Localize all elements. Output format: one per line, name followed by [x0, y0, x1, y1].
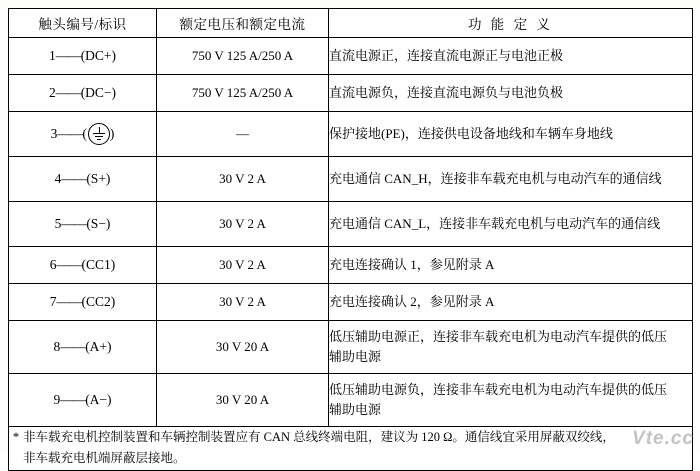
pin-dash: —— [57, 126, 83, 141]
footnote-cell [9, 427, 693, 471]
function-line-1: 低压辅助电源负，连接非车载充电机为电动汽车提供的低压 [329, 381, 668, 397]
table-body [9, 38, 693, 471]
function-cell [329, 284, 693, 321]
pin-dash: —— [61, 216, 87, 231]
rating-cell: 750 V 125 A/250 A [157, 38, 329, 75]
pin-label: (S+) [86, 171, 111, 186]
pin-dash: —— [56, 294, 82, 309]
pin-cell [9, 284, 157, 321]
pin-definition-table [8, 8, 693, 471]
rating-cell: 30 V 20 A [157, 374, 329, 427]
pin-cell [9, 247, 157, 284]
function-line-1: 充电连接确认 2，参见附录 A [329, 293, 495, 309]
table-row [9, 157, 693, 202]
pin-label: (DC+) [80, 48, 117, 63]
pin-label: (S−) [86, 216, 111, 231]
pin-number: 7 [49, 294, 57, 309]
pin-number: 8 [53, 339, 61, 354]
table-row [9, 284, 693, 321]
pin-cell [9, 157, 157, 202]
function-cell [329, 157, 693, 202]
footnote-text [23, 427, 686, 470]
pin-label: (CC2) [81, 294, 116, 309]
pin-number: 2 [48, 85, 56, 100]
pin-number: 1 [48, 48, 56, 63]
pin-number: 3 [50, 126, 58, 141]
table-footnote-row [9, 427, 693, 471]
table-row [9, 202, 693, 247]
table-row [9, 38, 693, 75]
function-cell [329, 38, 693, 75]
pin-dash: —— [60, 339, 86, 354]
pin-cell [9, 202, 157, 247]
pin-number: 6 [49, 257, 57, 272]
pin-dash: —— [56, 257, 82, 272]
watermark: Vte.cc [632, 428, 694, 449]
footnote-line-2: 非车载充电机端屏蔽层接地。 [23, 451, 186, 466]
rating-cell: 30 V 2 A [157, 284, 329, 321]
pin-dash: —— [55, 48, 81, 63]
rating-cell: 750 V 125 A/250 A [157, 75, 329, 112]
function-line-1: 保护接地(PE)，连接供电设备地线和车辆车身地线 [329, 125, 613, 141]
function-cell [329, 247, 693, 284]
function-cell [329, 75, 693, 112]
table-row [9, 374, 693, 427]
pin-cell [9, 112, 157, 157]
pin-label: (A+) [85, 339, 112, 354]
table-row [9, 247, 693, 284]
table-row [9, 112, 693, 157]
function-line-1: 直流电源负，连接直流电源负与电池负极 [329, 84, 564, 100]
protective-earth-icon: ( ) [82, 123, 114, 145]
table-header [9, 9, 693, 38]
rating-cell: 30 V 2 A [157, 247, 329, 284]
table-header-row [9, 9, 693, 38]
rating-cell: 30 V 2 A [157, 202, 329, 247]
pin-number: 5 [54, 216, 62, 231]
function-line-2: 辅助电源 [329, 402, 382, 417]
pin-cell [9, 38, 157, 75]
pin-label: (DC−) [80, 85, 117, 100]
function-line-1: 充电通信 CAN_H，连接非车载充电机与电动汽车的通信线 [329, 170, 662, 186]
function-line-1: 直流电源正，连接直流电源正与电池正极 [329, 47, 564, 63]
header-function: 功 能 定 义 [329, 9, 693, 38]
pin-cell [9, 374, 157, 427]
pin-dash: —— [60, 392, 86, 407]
rating-cell: 30 V 2 A [157, 157, 329, 202]
header-pin-number: 触头编号/标识 [9, 9, 157, 38]
function-cell [329, 321, 693, 374]
pin-number: 9 [53, 392, 61, 407]
table-row [9, 321, 693, 374]
rating-cell: — [157, 112, 329, 157]
pin-dash: —— [61, 171, 87, 186]
rating-cell: 30 V 20 A [157, 321, 329, 374]
pin-cell [9, 75, 157, 112]
pin-label: (A−) [85, 392, 112, 407]
pin-dash: —— [55, 85, 81, 100]
pin-cell [9, 321, 157, 374]
header-rating: 额定电压和额定电流 [157, 9, 329, 38]
function-cell [329, 112, 693, 157]
footnote-marker: * [12, 430, 20, 444]
function-cell [329, 374, 693, 427]
pin-label: (CC1) [81, 257, 116, 272]
function-line-2: 辅助电源 [329, 349, 382, 364]
function-cell [329, 202, 693, 247]
function-line-1: 低压辅助电源正，连接非车载充电机为电动汽车提供的低压 [329, 328, 668, 344]
footnote-line-1: 非车载充电机控制装置和车辆控制装置应有 CAN 总线终端电阻，建议为 120 Ω。通信线宜采用屏蔽双绞线， [23, 430, 615, 444]
function-line-1: 充电通信 CAN_L，连接非车载充电机与电动汽车的通信线 [329, 215, 661, 231]
function-line-1: 充电连接确认 1，参见附录 A [329, 256, 495, 272]
table-row [9, 75, 693, 112]
pin-number: 4 [54, 171, 62, 186]
